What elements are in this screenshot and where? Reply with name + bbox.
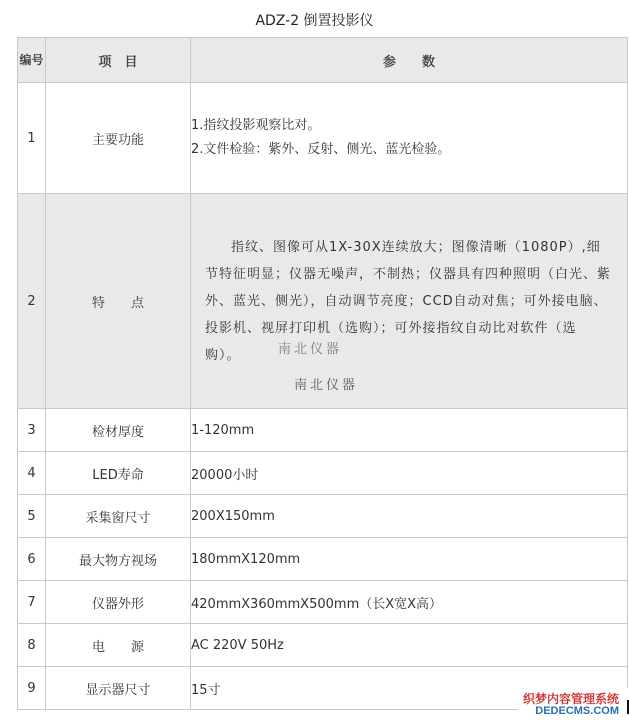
header-number: 编号 bbox=[18, 38, 46, 83]
logo-text-cn: 织梦内容管理系统 bbox=[522, 692, 619, 706]
row-item: 仪器外形 bbox=[46, 581, 191, 624]
row-value: 1-120mm bbox=[191, 409, 628, 452]
row-value bbox=[191, 83, 628, 194]
row-value: 200X150mm bbox=[191, 495, 628, 538]
value-line: 1.指纹投影观察比对。 bbox=[191, 118, 321, 133]
dedecms-logo bbox=[518, 688, 629, 723]
logo-text-en: DEDECMS.COM bbox=[535, 705, 619, 717]
table-row bbox=[18, 581, 628, 624]
feature-paragraph bbox=[205, 234, 612, 393]
row-number: 9 bbox=[18, 667, 46, 710]
value-line: 2.文件检验：紫外、反射、侧光、蓝光检验。 bbox=[191, 142, 451, 157]
page-title: ADZ-2 倒置投影仪 bbox=[255, 13, 374, 29]
row-number: 6 bbox=[18, 538, 46, 581]
row-number: 8 bbox=[18, 624, 46, 667]
table-row bbox=[18, 83, 628, 194]
row-item: 特 点 bbox=[46, 194, 191, 409]
spec-table bbox=[17, 37, 628, 710]
row-item: 主要功能 bbox=[46, 83, 191, 194]
table-row bbox=[18, 452, 628, 495]
row-value: 15寸 bbox=[191, 667, 628, 710]
row-value bbox=[191, 194, 628, 409]
row-number: 7 bbox=[18, 581, 46, 624]
row-item: LED寿命 bbox=[46, 452, 191, 495]
row-value: AC 220V 50Hz bbox=[191, 624, 628, 667]
header-parameter: 参 数 bbox=[191, 38, 628, 83]
row-value: 180mmX120mm bbox=[191, 538, 628, 581]
row-item: 最大物方视场 bbox=[46, 538, 191, 581]
row-item: 检材厚度 bbox=[46, 409, 191, 452]
row-number: 5 bbox=[18, 495, 46, 538]
row-number: 2 bbox=[18, 194, 46, 409]
row-item: 显示器尺寸 bbox=[46, 667, 191, 710]
row-value: 420mmX360mmX500mm（长X宽X高） bbox=[191, 581, 628, 624]
watermark-text: 南北仪器 bbox=[278, 341, 343, 357]
table-row bbox=[18, 624, 628, 667]
header-item: 项 目 bbox=[46, 38, 191, 83]
row-item: 采集窗尺寸 bbox=[46, 495, 191, 538]
table-row bbox=[18, 538, 628, 581]
row-value: 20000小时 bbox=[191, 452, 628, 495]
feature-text: 指纹、图像可从1X-30X连续放大；图像清晰（1080P）,细节特征明显；仪器无噪声，不制热；仪器具有四种照明（白光、紫外、蓝光、侧光），自动调节亮度；CCD自动对焦；可外接电脑、投影机、视屏打印机（选购）；可外接指纹自动比对软件（选购）。 bbox=[205, 239, 612, 363]
table-row bbox=[18, 194, 628, 409]
table-row bbox=[18, 409, 628, 452]
row-item: 电 源 bbox=[46, 624, 191, 667]
row-number: 4 bbox=[18, 452, 46, 495]
table-header bbox=[18, 38, 628, 83]
watermark-text: 南北仪器 bbox=[294, 377, 359, 393]
row-number: 1 bbox=[18, 83, 46, 194]
table-row bbox=[18, 495, 628, 538]
row-number: 3 bbox=[18, 409, 46, 452]
